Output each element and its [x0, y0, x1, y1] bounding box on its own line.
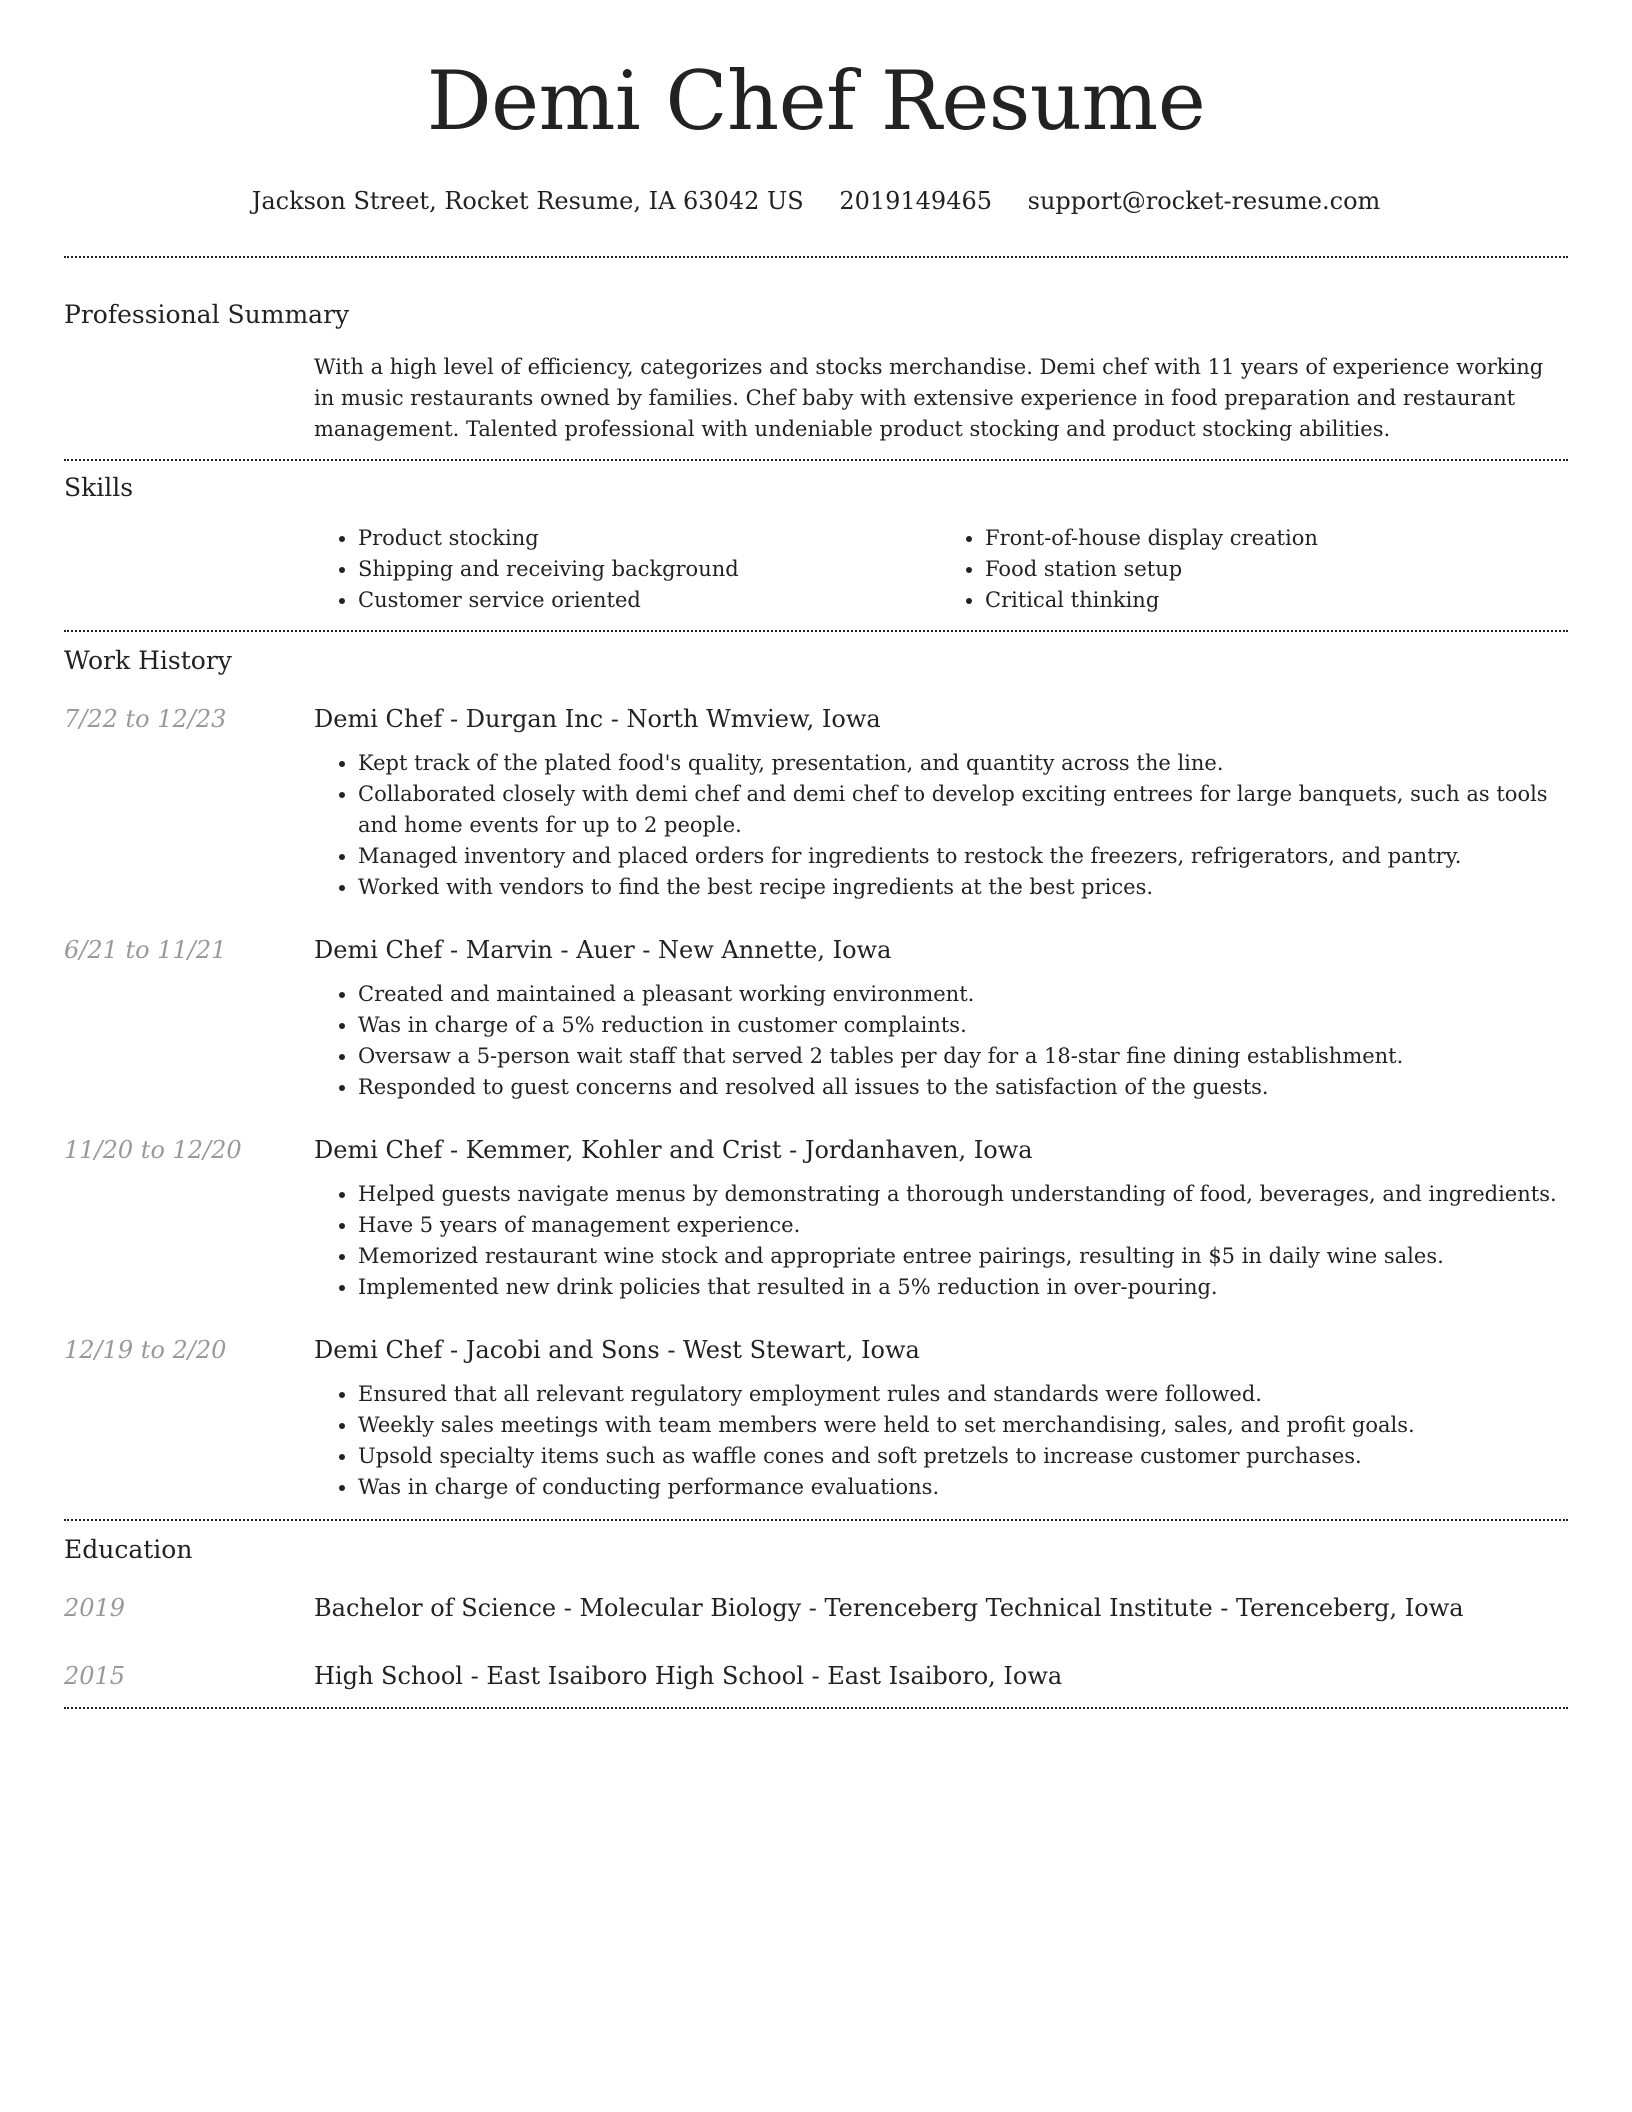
job-details: [314, 1133, 1568, 1303]
job-bullet: • Was in charge of conducting performance evaluations.: [358, 1472, 1568, 1503]
job-title: Demi Chef - Durgan Inc - North Wmview, Iowa: [314, 705, 881, 733]
skill-item: • Food station setup: [985, 554, 1568, 585]
job-entry: [64, 1333, 1568, 1519]
skill-item: • Shipping and receiving background: [358, 554, 941, 585]
job-bullet: • Collaborated closely with demi chef and demi chef to develop exciting entrees for large banquets, such as tools and home events for up to 2 people.: [358, 779, 1568, 841]
skill-item: • Critical thinking: [985, 585, 1568, 616]
skills-heading: Skills: [64, 473, 134, 502]
skill-item: • Customer service oriented: [358, 585, 941, 616]
resume-title: Demi Chef Resume: [426, 55, 1206, 149]
job-details: [314, 1333, 1568, 1503]
job-bullet: • Was in charge of a 5% reduction in customer complaints.: [358, 1010, 1568, 1041]
job-details: [314, 933, 1568, 1103]
summary-section: [64, 258, 1568, 459]
contact-line: [64, 184, 1568, 218]
job-bullet: • Kept track of the plated food's quality, presentation, and quantity across the line.: [358, 748, 1568, 779]
summary-heading: Professional Summary: [64, 300, 350, 329]
contact-email: support@rocket-resume.com: [1027, 187, 1381, 215]
contact-address: Jackson Street, Rocket Resume, IA 63042 US: [251, 187, 804, 215]
job-bullets: [314, 748, 1568, 903]
work-section: [64, 632, 1568, 1519]
contact-phone: 2019149465: [839, 187, 993, 215]
education-date: 2015: [64, 1662, 126, 1690]
job-bullet: • Created and maintained a pleasant working environment.: [358, 979, 1568, 1010]
skills-section: [64, 461, 1568, 630]
job-bullet: • Managed inventory and placed orders for ingredients to restock the freezers, refrigerators, and pantry.: [358, 841, 1568, 872]
summary-text: With a high level of efficiency, categorizes and stocks merchandise. Demi chef with 11 years of experience working in music restaurants owned by families. Chef baby with extensive experience in food preparation and restaurant management. Talented professional with undeniable product stocking and product stocking abilities.: [314, 355, 1544, 441]
job-entry: [64, 933, 1568, 1103]
job-title: Demi Chef - Jacobi and Sons - West Stewart, Iowa: [314, 1336, 920, 1364]
job-entry: [64, 1133, 1568, 1303]
job-bullet: • Ensured that all relevant regulatory employment rules and standards were followed.: [358, 1379, 1568, 1410]
skill-item: • Front-of-house display creation: [985, 523, 1568, 554]
skills-column-1: [314, 523, 941, 616]
job-bullet: • Weekly sales meetings with team members were held to set merchandising, sales, and profit goals.: [358, 1410, 1568, 1441]
job-bullet: • Oversaw a 5-person wait staff that served 2 tables per day for a 18-star fine dining establishment.: [358, 1041, 1568, 1072]
job-bullet: • Have 5 years of management experience.: [358, 1210, 1568, 1241]
job-date: 7/22 to 12/23: [64, 705, 227, 733]
job-entry: [64, 702, 1568, 903]
education-date: 2019: [64, 1594, 126, 1622]
job-date: 11/20 to 12/20: [64, 1136, 242, 1164]
job-bullet: • Implemented new drink policies that resulted in a 5% reduction in over-pouring.: [358, 1272, 1568, 1303]
job-bullet: • Helped guests navigate menus by demonstrating a thorough understanding of food, beverages, and ingredients.: [358, 1179, 1568, 1210]
education-heading: Education: [64, 1535, 193, 1564]
job-date: 12/19 to 2/20: [64, 1336, 227, 1364]
job-bullet: • Upsold specialty items such as waffle cones and soft pretzels to increase customer purchases.: [358, 1441, 1568, 1472]
job-bullets: [314, 1379, 1568, 1503]
job-date: 6/21 to 11/21: [64, 936, 227, 964]
job-title: Demi Chef - Kemmer, Kohler and Crist - Jordanhaven, Iowa: [314, 1136, 1033, 1164]
job-bullet: • Worked with vendors to find the best recipe ingredients at the best prices.: [358, 872, 1568, 903]
education-section: [64, 1521, 1568, 1707]
job-title: Demi Chef - Marvin - Auer - New Annette, Iowa: [314, 936, 892, 964]
skill-item: • Product stocking: [358, 523, 941, 554]
job-bullet: • Memorized restaurant wine stock and appropriate entree pairings, resulting in $5 in daily wine sales.: [358, 1241, 1568, 1272]
work-heading: Work History: [64, 646, 232, 675]
job-bullets: [314, 1179, 1568, 1303]
section-divider: [64, 1707, 1568, 1709]
job-bullets: [314, 979, 1568, 1103]
job-bullet: • Responded to guest concerns and resolved all issues to the satisfaction of the guests.: [358, 1072, 1568, 1103]
resume-page: [64, 0, 1568, 1709]
skills-list: [314, 523, 1568, 630]
education-entry: [64, 1591, 1568, 1625]
job-details: [314, 702, 1568, 903]
education-title: High School - East Isaiboro High School - East Isaiboro, Iowa: [314, 1662, 1063, 1690]
skills-column-2: [941, 523, 1568, 616]
education-entry: [64, 1659, 1568, 1707]
education-title: Bachelor of Science - Molecular Biology - Terenceberg Technical Institute - Terenceberg, Iowa: [314, 1594, 1464, 1622]
